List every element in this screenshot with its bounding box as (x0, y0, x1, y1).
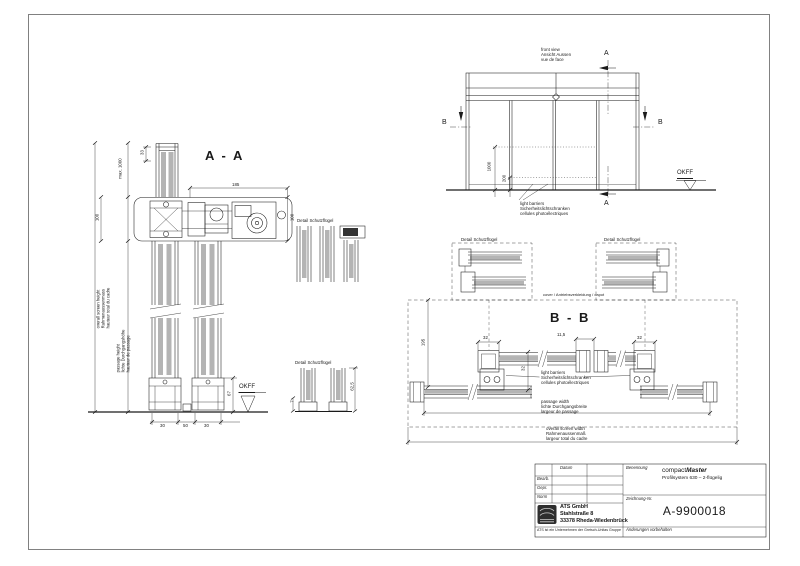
detail-label: Detail Schutzflügel (461, 237, 498, 242)
label-line: passage width (541, 399, 570, 404)
dim-label: 195 (420, 338, 426, 347)
front-view-caption (541, 47, 571, 63)
section-marker-a-bottom: A (604, 200, 609, 207)
section-aa-title: A - A (205, 148, 245, 163)
section-marker-b-left: B (442, 119, 447, 126)
dim-label: 67 (226, 391, 232, 396)
sheet-frame (29, 15, 770, 550)
company-street: Stahlstraße 8 (560, 511, 594, 517)
label-line: cellules photoélectriques (520, 211, 569, 217)
passage-width-label (541, 399, 587, 415)
company-name: ATS GmbH (560, 504, 588, 510)
okff-label: OKFF (677, 170, 693, 179)
label-line: Ansicht Aussen (541, 52, 572, 58)
label-line: overall screen height (95, 289, 101, 329)
section-aa-linework (88, 141, 292, 425)
company-city: 33378 Rheda-Wiedenbrück (560, 518, 628, 524)
cover-label: cover / Antriebsverkleidung / capot (543, 292, 605, 297)
drive-motor (232, 202, 276, 239)
detail-label: Detail Schutzflügel (604, 237, 641, 242)
overall-height-label (97, 248, 112, 328)
label-line: largeur total du cadre (546, 436, 588, 442)
label-line: Rahmenaussenmass (100, 289, 106, 329)
dim-label: 50 (183, 423, 188, 428)
dim-label: 1000 (486, 161, 492, 172)
changes-note: Änderungen vorbehalten (626, 527, 672, 532)
product-name-suffix: Master (686, 467, 707, 474)
product-name (662, 467, 707, 475)
section-bb-title: B - B (550, 310, 591, 325)
titleblock-datum-header: Datum (560, 465, 573, 470)
company-footer: ATS ist ein Unternehmen der Gretsch-Unitas Gruppe (537, 528, 622, 532)
label-line: vue de face (541, 57, 564, 63)
label-line: overall screen width (546, 426, 585, 431)
drive-housing (134, 198, 292, 242)
dim-label: 185 (232, 182, 240, 187)
label-line: Rahmenaussenmaß (546, 431, 586, 437)
overall-width-label (546, 426, 588, 442)
dim-label: 30 (160, 423, 165, 428)
label-line: cellules photoélectriques (541, 380, 590, 386)
okff-level-symbol (238, 393, 266, 413)
titleblock-row-gepr: Gepr. (537, 485, 548, 490)
passage-height-label (117, 292, 132, 372)
label-line: light barriers (541, 370, 566, 375)
label-line: hauteur de passage (125, 335, 131, 373)
ats-logo (538, 505, 557, 524)
product-line: Profilsystem 630 – 2-flügelig (662, 476, 723, 481)
dim-label: 11,5 (557, 332, 566, 337)
label-line: Sicherheitslichtschranken (541, 375, 591, 381)
product-name-prefix: compact (662, 467, 687, 474)
drawing-number: A-9900018 (662, 504, 727, 518)
dim-label: 30 (204, 423, 209, 428)
light-barriers-label (541, 370, 591, 386)
dim-label: 200 (501, 174, 507, 183)
dim-label: 32 (637, 335, 642, 340)
section-arrow-a-bottom (599, 192, 608, 196)
label-line: largeur de passage (541, 409, 579, 415)
dim-label: max. 1000 (117, 158, 123, 179)
label-line: light barriers (520, 201, 545, 206)
detail-label: Detail Schutzflügel (297, 218, 334, 223)
dim-label: 33 (139, 150, 145, 155)
dim-label: 62,5 (349, 382, 355, 391)
titleblock-row-norm: Norm (537, 494, 548, 499)
label-line: Sicherheitslichtschranken (520, 206, 570, 212)
dim-label: 32 (483, 335, 488, 340)
titleblock-benennung-label: Benennung (626, 465, 648, 470)
light-barriers-label (520, 201, 570, 217)
section-arrow-b-right (643, 112, 647, 121)
section-arrow-b-left (459, 112, 463, 121)
dim-label: 32 (520, 366, 526, 371)
label-line: front view (541, 47, 560, 52)
detail-label: Detail Schutzflügel (295, 360, 332, 365)
okff-level-symbol (676, 181, 706, 191)
label-line: lichte Durchgangsbreite (541, 404, 588, 410)
titleblock-row-bearb: Bearb. (537, 476, 550, 481)
titleblock-zeichnung-label: Zeichnung-Nr. (626, 496, 653, 501)
label-line: lichte Durchgangshöhe (120, 329, 126, 373)
label-line: hauteur total du cadre (105, 287, 111, 329)
section-arrow-a-top (599, 66, 608, 70)
drive-logo-diamond (553, 94, 560, 101)
section-marker-a-top: A (604, 50, 609, 57)
dim-label: 100 (94, 213, 100, 222)
dim-label: 7 (289, 400, 295, 403)
section-marker-b-right: B (658, 119, 663, 126)
okff-label: OKFF (239, 384, 255, 393)
label-line: passage height (115, 343, 121, 373)
dim-label: 100 (289, 213, 295, 222)
